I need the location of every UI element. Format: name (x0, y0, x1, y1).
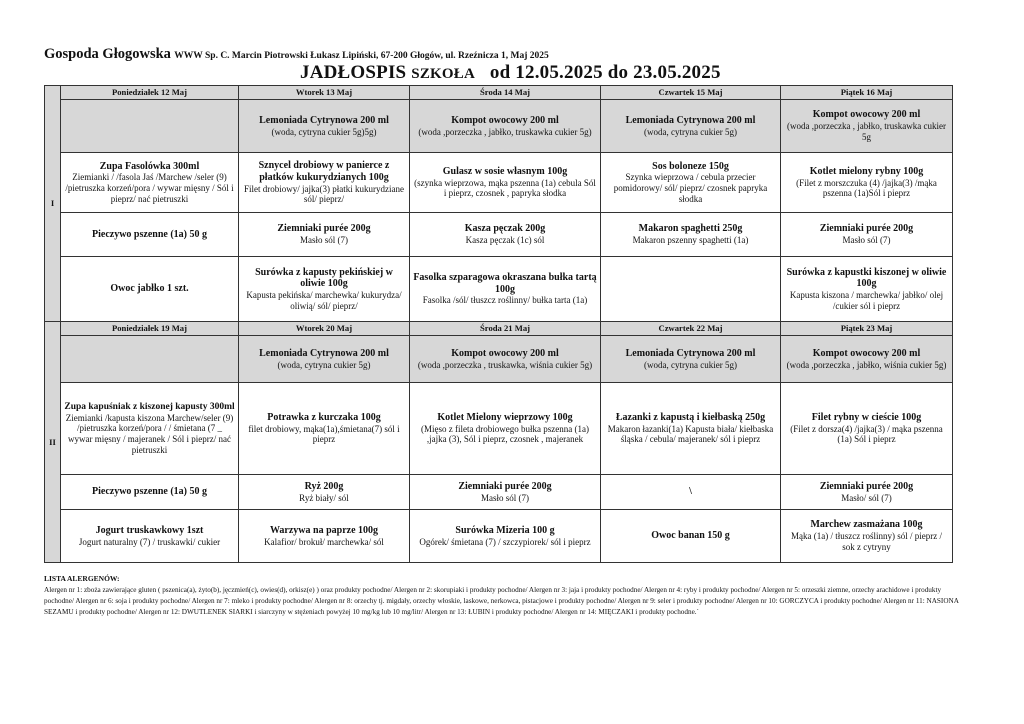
main-cell (239, 153, 410, 213)
side-cell (601, 213, 781, 257)
dish-name: Filet rybny w cieście 100g (811, 411, 922, 423)
dish-name: Kotlet mielony rybny 100g (809, 165, 924, 177)
school-label: SZKOŁA (411, 66, 476, 82)
dish-ingredients: Jogurt naturalny (7) / truskawki/ cukier (78, 536, 221, 547)
header-line (44, 46, 549, 63)
main-cell (601, 153, 781, 213)
dish-ingredients: Ryż biały/ sól (299, 492, 349, 503)
main-cell (61, 153, 239, 213)
extra-cell (61, 510, 239, 563)
dish-ingredients: Masło sól (7) (300, 235, 348, 246)
dish-name: \ (689, 486, 692, 498)
dish-ingredients: Masło sól (7) (842, 235, 891, 246)
dish-name: Sznycel drobiowy w panierce z płatków kukurydzianych 100g (258, 160, 390, 183)
dish-name: Sos boloneze 150g (652, 160, 729, 172)
dish-ingredients: Kapusta kiszona / marchewka/ jabłko/ olej /cukier sól i pieprz (789, 290, 944, 311)
dish-ingredients: Fasolka /sól/ tłuszcz roślinny/ bułka tarta (1a) (422, 295, 588, 306)
main-cell (781, 153, 953, 213)
main-cell (781, 383, 953, 475)
dish-ingredients: Masło/ sól (7) (841, 492, 892, 503)
dish-ingredients: Kalafior/ brokuł/ marchewka/ sól (264, 536, 384, 547)
drink-cell (61, 336, 239, 383)
day-header: Poniedziałek 19 Maj (61, 322, 239, 336)
day-header: Środa 14 Maj (410, 86, 601, 100)
dish-ingredients: Ogórek/ śmietana (7) / szczypiorek/ sól i pieprz (419, 536, 591, 547)
extra-cell (239, 510, 410, 563)
dish-ingredients: Makaron łazanki(1a) Kapusta biała/ kiełbaska śląska / cebula/ majeranek/ sól i pieprz (607, 423, 774, 445)
dish-name: Gulasz w sosie własnym 100g (442, 165, 568, 177)
side-cell (61, 213, 239, 257)
dish-ingredients: Szynka wieprzowa / cebula przecier pomidorowy/ sól/ pieprz/ czosnek papryka słodka (613, 172, 768, 204)
dish-ingredients: (woda ,porzeczka , jabłko, truskawka cukier 5g (787, 121, 946, 142)
allergen-list (44, 573, 964, 618)
dish-ingredients: (woda ,porzeczka , jabłko, wiśnia cukier 5g) (786, 359, 947, 370)
dish-name: Surówka z kapusty pekińskiej w oliwie 100g (255, 266, 393, 290)
side-cell (601, 475, 781, 510)
main-cell (410, 383, 601, 475)
dish-name: Kompot owocowy 200 ml (812, 109, 921, 121)
day-header: Czwartek 15 Maj (601, 86, 781, 100)
week-label: I (45, 86, 61, 322)
drink-cell (410, 336, 601, 383)
side-cell (61, 475, 239, 510)
dish-name: Jogurt truskawkowy 1szt (95, 524, 204, 536)
dish-name: Lemoniada Cytrynowa 200 ml (625, 114, 756, 126)
dish-name: Surówka z kapustki kiszonej w oliwie 100g (786, 266, 947, 290)
dish-ingredients: (woda ,porzeczka , jabłko, truskawka cukier 5g) (418, 126, 592, 137)
main-cell (239, 383, 410, 475)
dish-ingredients: (woda, cytryna cukier 5g) (644, 126, 737, 137)
dish-ingredients: (woda, cytryna cukier 5g) (644, 359, 737, 370)
extra-cell (410, 257, 601, 322)
drink-cell (239, 100, 410, 153)
dish-name: Kasza pęczak 200g (464, 223, 546, 235)
dish-ingredients: Ziemianki / /fasola Jaś /Marchew /seler (9) /pietruszka korzeń/pora / wywar mięsny / Sól i pieprz/ nać pietruszki (65, 172, 234, 204)
side-cell (781, 213, 953, 257)
company-info: WWW Sp. C. Marcin Piotrowski Łukasz Lipiński, 67-200 Głogów, ul. Rzeźnicza 1, Maj 2025 (174, 51, 549, 61)
menu-table (44, 85, 953, 563)
dish-name: Ziemniaki purée 200g (819, 223, 914, 235)
drink-cell (239, 336, 410, 383)
restaurant-name: Gospoda Głogowska (44, 46, 171, 62)
dish-ingredients: (Filet z dorsza(4) /jajka(3) / mąka pszenna (1a) Sól i pieprz (790, 423, 943, 445)
day-header: Wtorek 20 Maj (239, 322, 410, 336)
dish-ingredients: Mąka (1a) / tłuszcz roślinny) sól / pieprz / sok z cytryny (791, 531, 942, 552)
dish-name: Zupa kapuśniak z kiszonej kapusty 300ml (64, 401, 235, 412)
drink-cell (781, 336, 953, 383)
menu-title (300, 62, 721, 84)
week-label: II (45, 322, 61, 563)
day-header: Czwartek 22 Maj (601, 322, 781, 336)
side-cell (239, 475, 410, 510)
day-header: Poniedziałek 12 Maj (61, 86, 239, 100)
drink-cell (601, 100, 781, 153)
period-text: od 12.05.2025 do 23.05.2025 (489, 62, 721, 83)
side-cell (239, 213, 410, 257)
drink-cell (601, 336, 781, 383)
dish-ingredients: Filet drobiowy/ jajka(3) płatki kukurydziane sól/ pieprz/ (244, 183, 404, 205)
dish-name: Łazanki z kapustą i kiełbaską 250g (615, 411, 766, 423)
side-cell (781, 475, 953, 510)
dish-ingredients: (Filet z morszczuka (4) /jajka(3) /mąka pszenna (1a)Sól i pieprz (796, 177, 937, 199)
dish-name: Fasolka szparagowa okraszana bułka tartą 100g (413, 271, 597, 295)
dish-ingredients: (woda ,porzeczka , truskawka, wiśnia cukier 5g) (417, 359, 593, 370)
side-cell (410, 475, 601, 510)
dish-ingredients: (woda, cytryna cukier 5g) (277, 359, 371, 370)
dish-ingredients: (szynka wieprzowa, mąka pszenna (1a) cebula Sól i pieprz, czosnek , papryka słodka (414, 177, 596, 199)
extra-cell (781, 510, 953, 563)
dish-ingredients: Makaron pszenny spaghetti (1a) (632, 235, 749, 246)
main-cell (61, 383, 239, 475)
extra-cell (410, 510, 601, 563)
dish-name: Marchew zasmażana 100g (810, 519, 923, 531)
dish-name: Potrawka z kurczaka 100g (267, 411, 381, 423)
dish-ingredients: Ziemianki /kapusta kiszona Marchew/seler (9) /pietruszka korzeń/pora / / śmietana (7 _ wywar mięsny / majeranek / Sól i pieprz/ nać pietruszki (65, 412, 234, 455)
dish-name: Ryż 200g (304, 480, 344, 492)
main-cell (601, 383, 781, 475)
extra-cell (239, 257, 410, 322)
dish-name: Pieczywo pszenne (1a) 50 g (92, 486, 207, 498)
dish-name: Ziemniaki purée 200g (277, 223, 371, 235)
allergen-text: Alergen nr 1: zboża zawierające gluten ( pszenica(a), żyto(b), jęczmień(c), owies(d), orkisz(e) ) oraz produkty pochodne/ Alergen nr 2: skorupiaki i produkty pochodne/ Alergen nr 3: jaja i produkty pochodne/ Alergen nr 4: ryby i produkty pochodne/ Alergen nr 5: orzeszki ziemne, orzechy arachidowe i produkty pochodne/ Alergen nr 6: soja i produkty pochodne/ Alergen nr 7: mleko i produkty pochodne/ Alergen nr 8: orzechy tj. migdały, orzechy włoskie, laskowe, nerkowca, pistacjowe i produkty pochodne/ Alergen nr 9: seler i produkty pochodne/ Alergen nr 10: GORCZYCA i produkty pochodne/ Alergen nr 11: NASIONA SEZAMU i produkty pochodne/ Alergen nr 12: DWUTLENEK SIARKI i siarczyny w stężeniach powyżej 10 mg/kg lub 10 mg/litr/ Alergen nr 13: ŁUBIN i produkty pochodne/ Alergen nr 14: MIĘCZAKI i produkty pochodne.` (44, 585, 959, 616)
allergen-title: LISTA ALERGENÓW: (44, 574, 120, 583)
dish-name: Owoc banan 150 g (651, 530, 730, 542)
dish-name: Surówka Mizeria 100 g (455, 524, 555, 536)
dish-ingredients: Kasza pęczak (1c) sól (465, 235, 545, 246)
dish-name: Lemoniada Cytrynowa 200 ml (625, 347, 756, 359)
side-cell (410, 213, 601, 257)
dish-ingredients: Masło sól (7) (481, 492, 529, 503)
dish-ingredients: filet drobiowy, mąka(1a),śmietana(7) sól i pieprz (248, 423, 400, 445)
drink-cell (781, 100, 953, 153)
day-header: Piątek 16 Maj (781, 86, 953, 100)
drink-cell (410, 100, 601, 153)
day-header: Wtorek 13 Maj (239, 86, 410, 100)
drink-cell (61, 100, 239, 153)
dish-ingredients: Kapusta pekińska/ marchewka/ kukurydza/ oliwią/ sól/ pieprz/ (246, 290, 402, 311)
dish-name: Ziemniaki purée 200g (458, 480, 552, 492)
day-header: Piątek 23 Maj (781, 322, 953, 336)
dish-name: Makaron spaghetti 250g (638, 223, 743, 235)
dish-name: Ziemniaki purée 200g (819, 480, 914, 492)
dish-name: Kompot owocowy 200 ml (451, 114, 559, 126)
dish-name: Kompot owocowy 200 ml (812, 347, 921, 359)
title-text: JADŁOSPIS (300, 62, 407, 83)
extra-cell (61, 257, 239, 322)
dish-name: Kompot owocowy 200 ml (451, 347, 559, 359)
dish-name: Zupa Fasolówka 300ml (99, 160, 200, 172)
day-header: Środa 21 Maj (410, 322, 601, 336)
dish-name: Lemoniada Cytrynowa 200 ml (259, 114, 389, 126)
dish-ingredients: (Mięso z fileta drobiowego bułka pszenna (1a) ,jajka (3), Sól i pieprz, czosnek , majeranek (421, 423, 589, 445)
dish-name: Owoc jabłko 1 szt. (110, 283, 189, 295)
dish-ingredients: (woda, cytryna cukier 5g)5g) (271, 126, 377, 137)
extra-cell (781, 257, 953, 322)
dish-name: Pieczywo pszenne (1a) 50 g (92, 228, 207, 240)
main-cell (410, 153, 601, 213)
extra-cell (601, 257, 781, 322)
dish-name: Lemoniada Cytrynowa 200 ml (259, 347, 389, 359)
dish-name: Kotlet Mielony wieprzowy 100g (437, 411, 573, 423)
extra-cell (601, 510, 781, 563)
dish-name: Warzywa na paprze 100g (269, 524, 379, 536)
